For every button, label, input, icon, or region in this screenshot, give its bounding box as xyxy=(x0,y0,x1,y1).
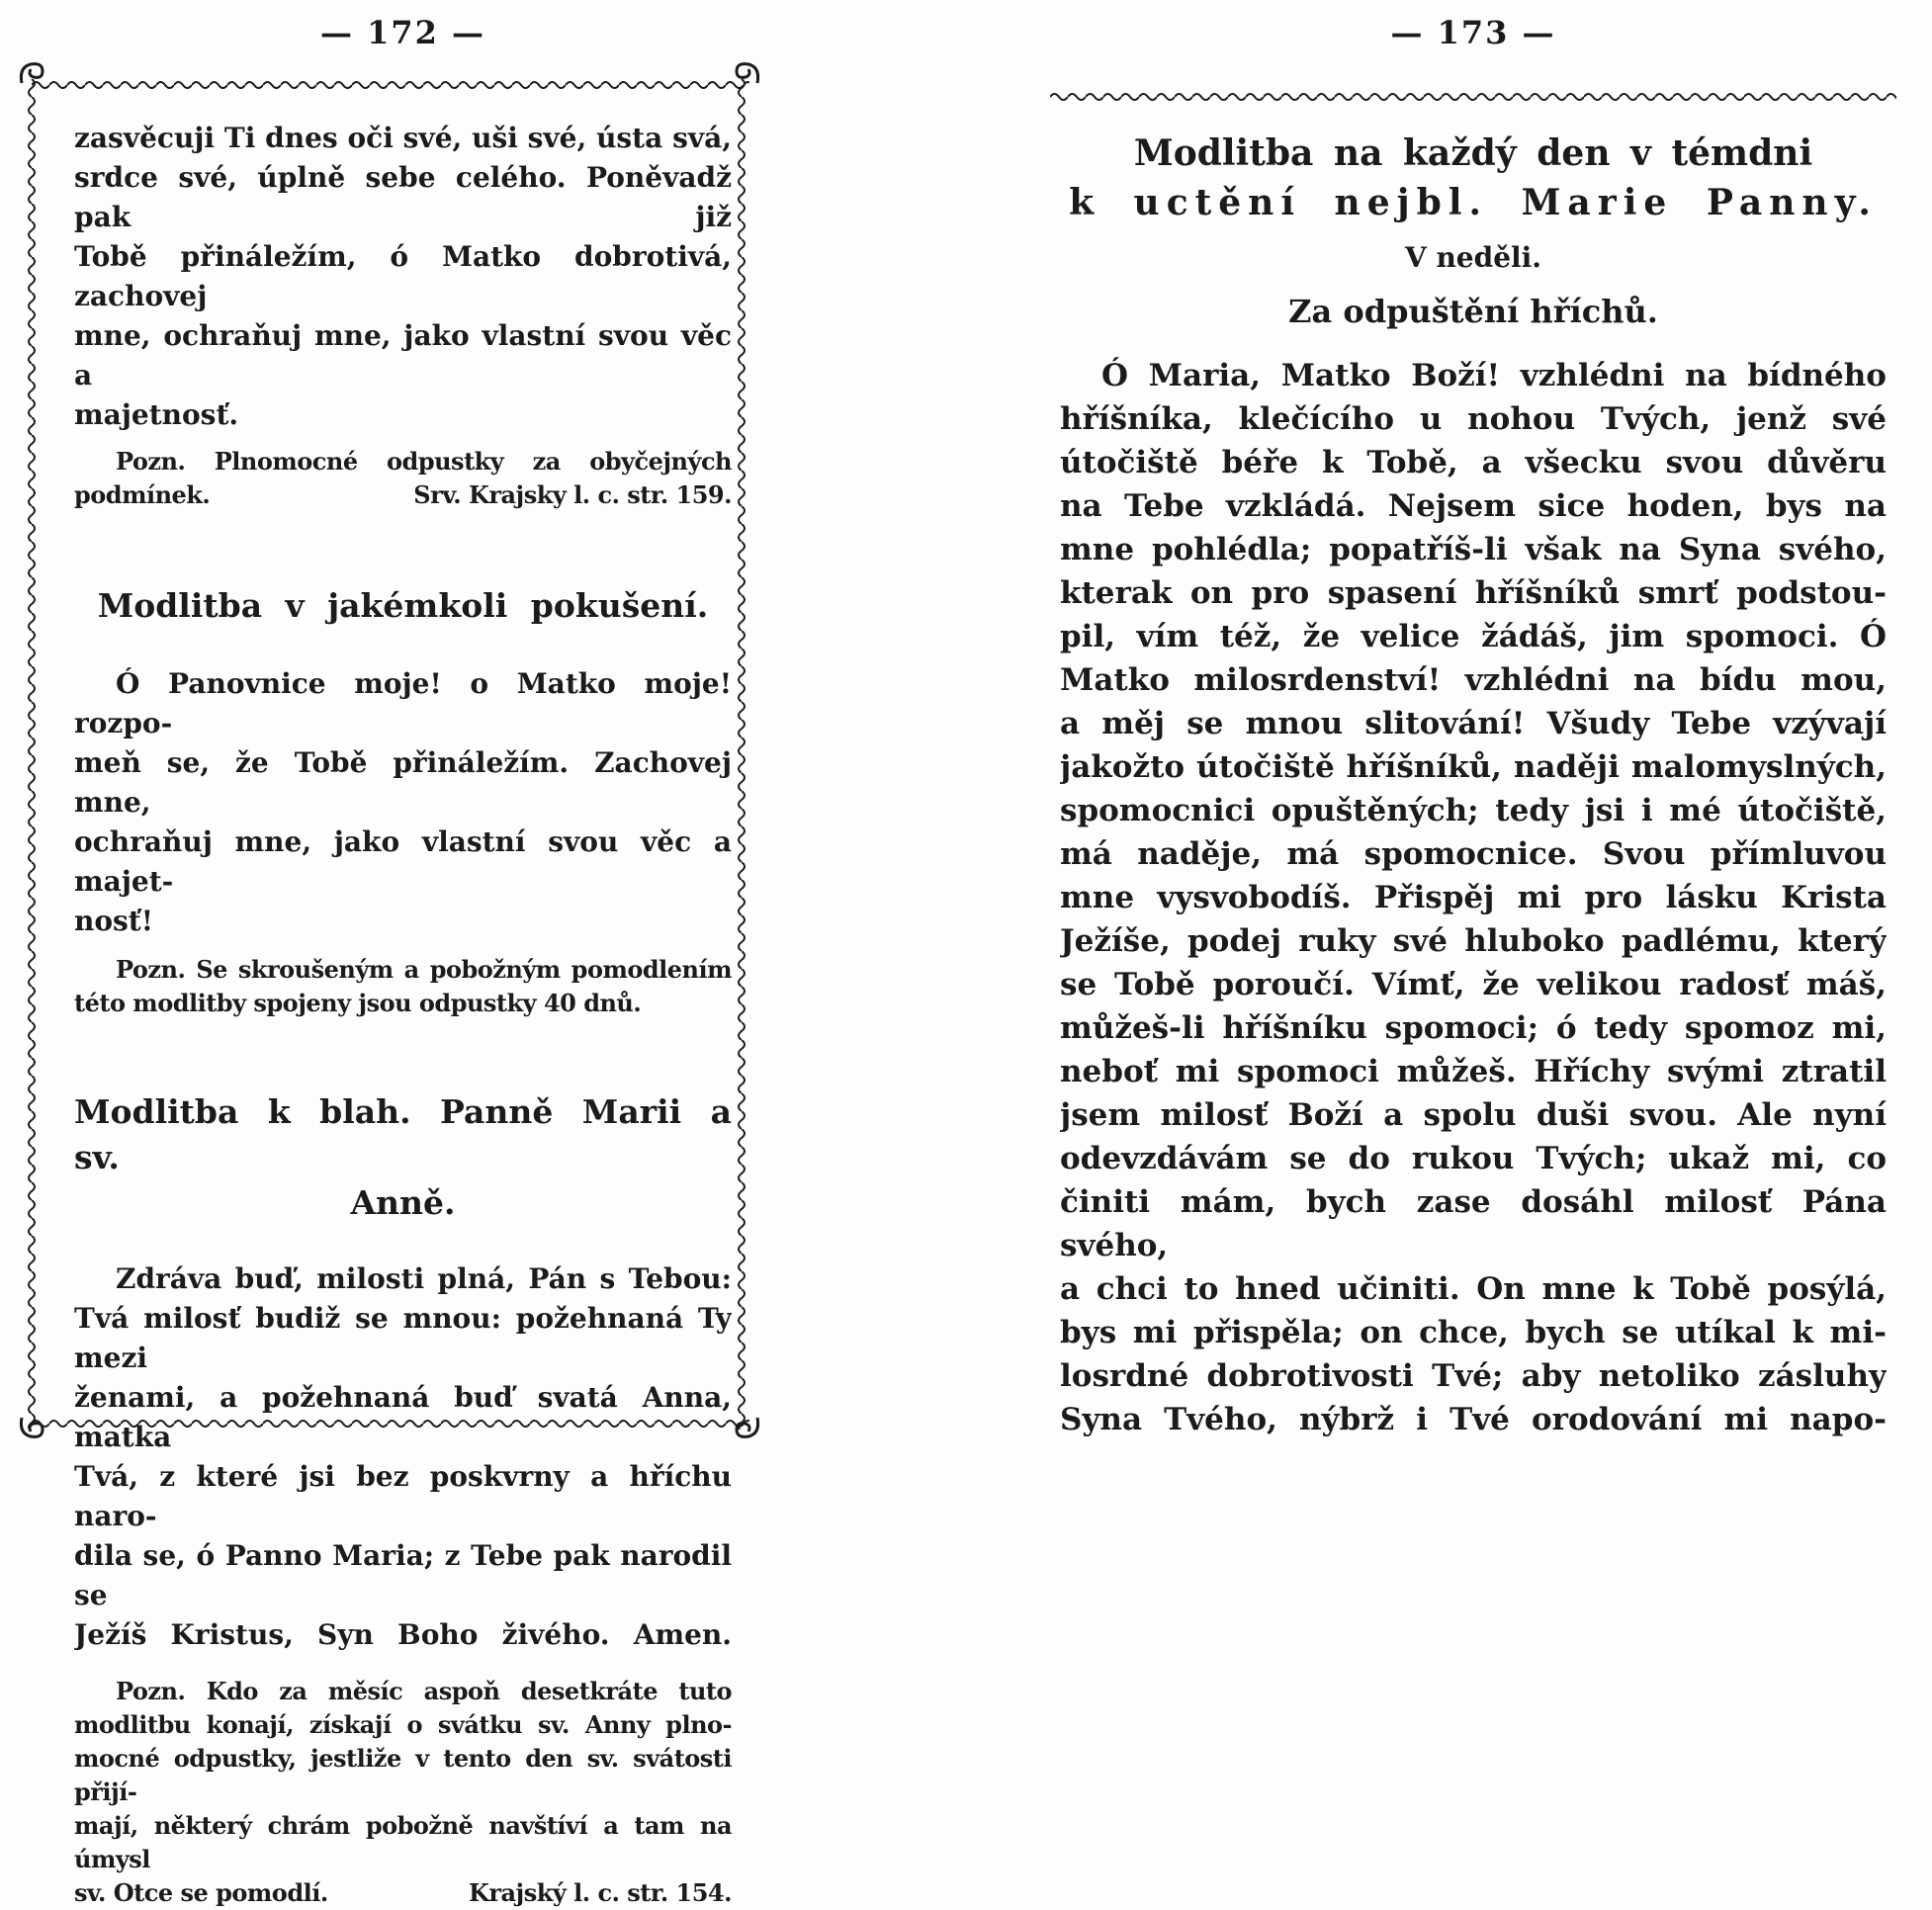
text-line: můžeš-li hříšníku spomoci; ó tedy spomoz mi, xyxy=(1060,1010,1887,1046)
text-line: ochraňuj mne, jako vlastní svou věc a majet- xyxy=(74,825,732,898)
prayer-paragraph xyxy=(74,664,732,941)
text-line: ženami, a požehnaná buď svatá Anna, matka xyxy=(74,1381,732,1453)
text-line: majetnosť. xyxy=(74,398,239,431)
day-subtitle xyxy=(1060,241,1887,275)
text-line: mne vysvobodíš. Přispěj mi pro lásku Krista xyxy=(1060,880,1887,915)
text-line: odevzdávám se do rukou Tvých; ukaž mi, co xyxy=(1060,1141,1887,1176)
text-line: V neděli. xyxy=(1404,241,1542,274)
text-line: Ježíš Kristus, Syn Boho živého. Amen. xyxy=(74,1618,732,1651)
text-segment-right: Srv. Krajsky l. c. str. 159. xyxy=(413,480,732,509)
text-line xyxy=(74,478,732,512)
right-page-text-column xyxy=(1060,129,1887,1441)
page-number-right: — 173 — xyxy=(1390,14,1556,51)
prayer-title xyxy=(1060,291,1887,332)
page-title xyxy=(1060,129,1887,227)
text-line: bys mi přispěla; on chce, bych se utíkal k mi- xyxy=(1060,1315,1887,1350)
section-heading xyxy=(74,583,732,629)
text-line: činiti mám, bych zase dosáhl milosť Pána svého, xyxy=(1060,1184,1887,1263)
text-line: Za odpuštění hříchů. xyxy=(1288,293,1658,330)
right-page-header-zigzag xyxy=(1050,91,1896,103)
text-line: Pozn. Plnomocné odpustky za obyčejných xyxy=(116,447,732,476)
text-line: Tvá, z které jsi bez poskvrny a hříchu naro- xyxy=(74,1460,732,1532)
text-line: nosť! xyxy=(74,905,154,937)
text-line: modlitbu konají, získají o svátku sv. Anny plno- xyxy=(74,1710,732,1739)
text-line: této modlitby spojeny jsou odpustky 40 dnů. xyxy=(74,989,642,1017)
text-line: srdce své, úplně sebe celého. Poněvadž pak již xyxy=(74,161,732,233)
text-line: Modlitba v jakémkoli pokušení. xyxy=(97,586,709,625)
note-paragraph xyxy=(74,953,732,1020)
text-line: a měj se mnou slitování! Všudy Tebe vzývají xyxy=(1060,706,1887,741)
text-line: k uctění nejbl. Marie Panny. xyxy=(1069,182,1878,223)
corner-flourish-icon xyxy=(18,1412,47,1441)
prayer-paragraph xyxy=(74,1259,732,1655)
text-segment-right: Krajský l. c. str. 154. xyxy=(468,1878,732,1907)
corner-flourish-icon xyxy=(18,59,47,89)
left-page-text-column xyxy=(74,119,732,1910)
text-line: Modlitba k blah. Panně Marii a sv. xyxy=(74,1092,732,1176)
section-heading xyxy=(74,1089,732,1226)
text-segment-left: podmínek. xyxy=(74,480,211,509)
text-line: a chci to hned učiniti. On mne k Tobě posýlá, xyxy=(1060,1271,1887,1307)
note-paragraph xyxy=(74,1675,732,1910)
text-line: Tvá milosť budiž se mnou: požehnaná Ty mezi xyxy=(74,1302,732,1374)
text-line: zasvěcuji Ti dnes oči své, uši své, ústa svá, xyxy=(74,122,732,154)
text-line: se Tobě poroučí. Vímť, že velikou radosť máš, xyxy=(1060,967,1887,1002)
text-line: spomocnici opuštěných; tedy jsi i mé útočiště, xyxy=(1060,793,1887,828)
text-line: Ježíše, podej ruky své hluboko padlému, který xyxy=(1060,923,1887,959)
text-line: kterak on pro spasení hříšníků smrť podstou- xyxy=(1060,575,1887,611)
text-line: Ó Maria, Matko Boží! vzhlédni na bídného xyxy=(1101,358,1887,393)
text-line: dila se, ó Panno Maria; z Tebe pak narodil se xyxy=(74,1539,732,1611)
text-line: Zdráva buď, milosti plná, Pán s Tebou: xyxy=(116,1262,732,1295)
text-line: mocné odpustky, jestliže v tento den sv. svátosti přijí- xyxy=(74,1744,732,1806)
note-paragraph xyxy=(74,445,732,512)
text-line: Pozn. Se skroušeným a pobožným pomodlením xyxy=(116,955,732,984)
prayer-paragraph xyxy=(1060,354,1887,1441)
text-segment-left: sv. Otce se pomodlí. xyxy=(74,1878,328,1907)
left-page-border-left-wavy xyxy=(26,79,38,1430)
text-line: Modlitba na každý den v témdni xyxy=(1133,132,1813,174)
text-line: mají, některý chrám pobožně navštíví a tam na úmysl xyxy=(74,1811,732,1873)
text-line: Matko milosrdenství! vzhlédni na bídu mou, xyxy=(1060,662,1887,698)
left-page-border-right-wavy xyxy=(736,79,747,1430)
text-line: má naděje, má spomocnice. Svou přímluvou xyxy=(1060,836,1887,872)
corner-flourish-icon xyxy=(732,1412,761,1441)
text-line: jakožto útočiště hříšníků, naději malomyslných, xyxy=(1060,749,1887,785)
text-line: mne, ochraňuj mne, jako vlastní svou věc a xyxy=(74,319,732,391)
text-line: na Tebe vzkládá. Nejsem sice hoden, bys na xyxy=(1060,488,1887,524)
corner-flourish-icon xyxy=(732,59,761,89)
text-line: pil, vím též, že velice žádáš, jim spomoci. Ó xyxy=(1060,619,1887,654)
text-line: neboť mi spomoci můžeš. Hříchy svými ztratil xyxy=(1060,1054,1887,1089)
text-line: hříšníka, klečícího u nohou Tvých, jenž své xyxy=(1060,401,1887,437)
left-page-border-top-zigzag xyxy=(32,79,749,91)
text-line: losrdné dobrotivosti Tvé; aby netoliko zásluhy xyxy=(1060,1358,1887,1394)
text-line: útočiště béře k Tobě, a všecku svou důvěru xyxy=(1060,445,1887,480)
text-line: meň se, že Tobě přináležím. Zachovej mne, xyxy=(74,746,732,819)
text-line xyxy=(74,1876,732,1910)
text-line: Anně. xyxy=(350,1183,456,1222)
text-line: mne pohlédla; popatříš-li však na Syna svého, xyxy=(1060,532,1887,567)
text-line: Tobě přináležím, ó Matko dobrotivá, zachovej xyxy=(74,240,732,312)
text-line: Ó Panovnice moje! o Matko moje! rozpo- xyxy=(74,667,732,739)
prayer-paragraph xyxy=(74,119,732,435)
page-number-left: — 172 — xyxy=(319,14,486,51)
text-line: Syna Tvého, nýbrž i Tvé orodování mi napo- xyxy=(1060,1402,1887,1437)
text-line: Pozn. Kdo za měsíc aspoň desetkráte tuto xyxy=(116,1677,732,1705)
text-line: jsem milosť Boží a spolu duši svou. Ale nyní xyxy=(1060,1097,1887,1133)
